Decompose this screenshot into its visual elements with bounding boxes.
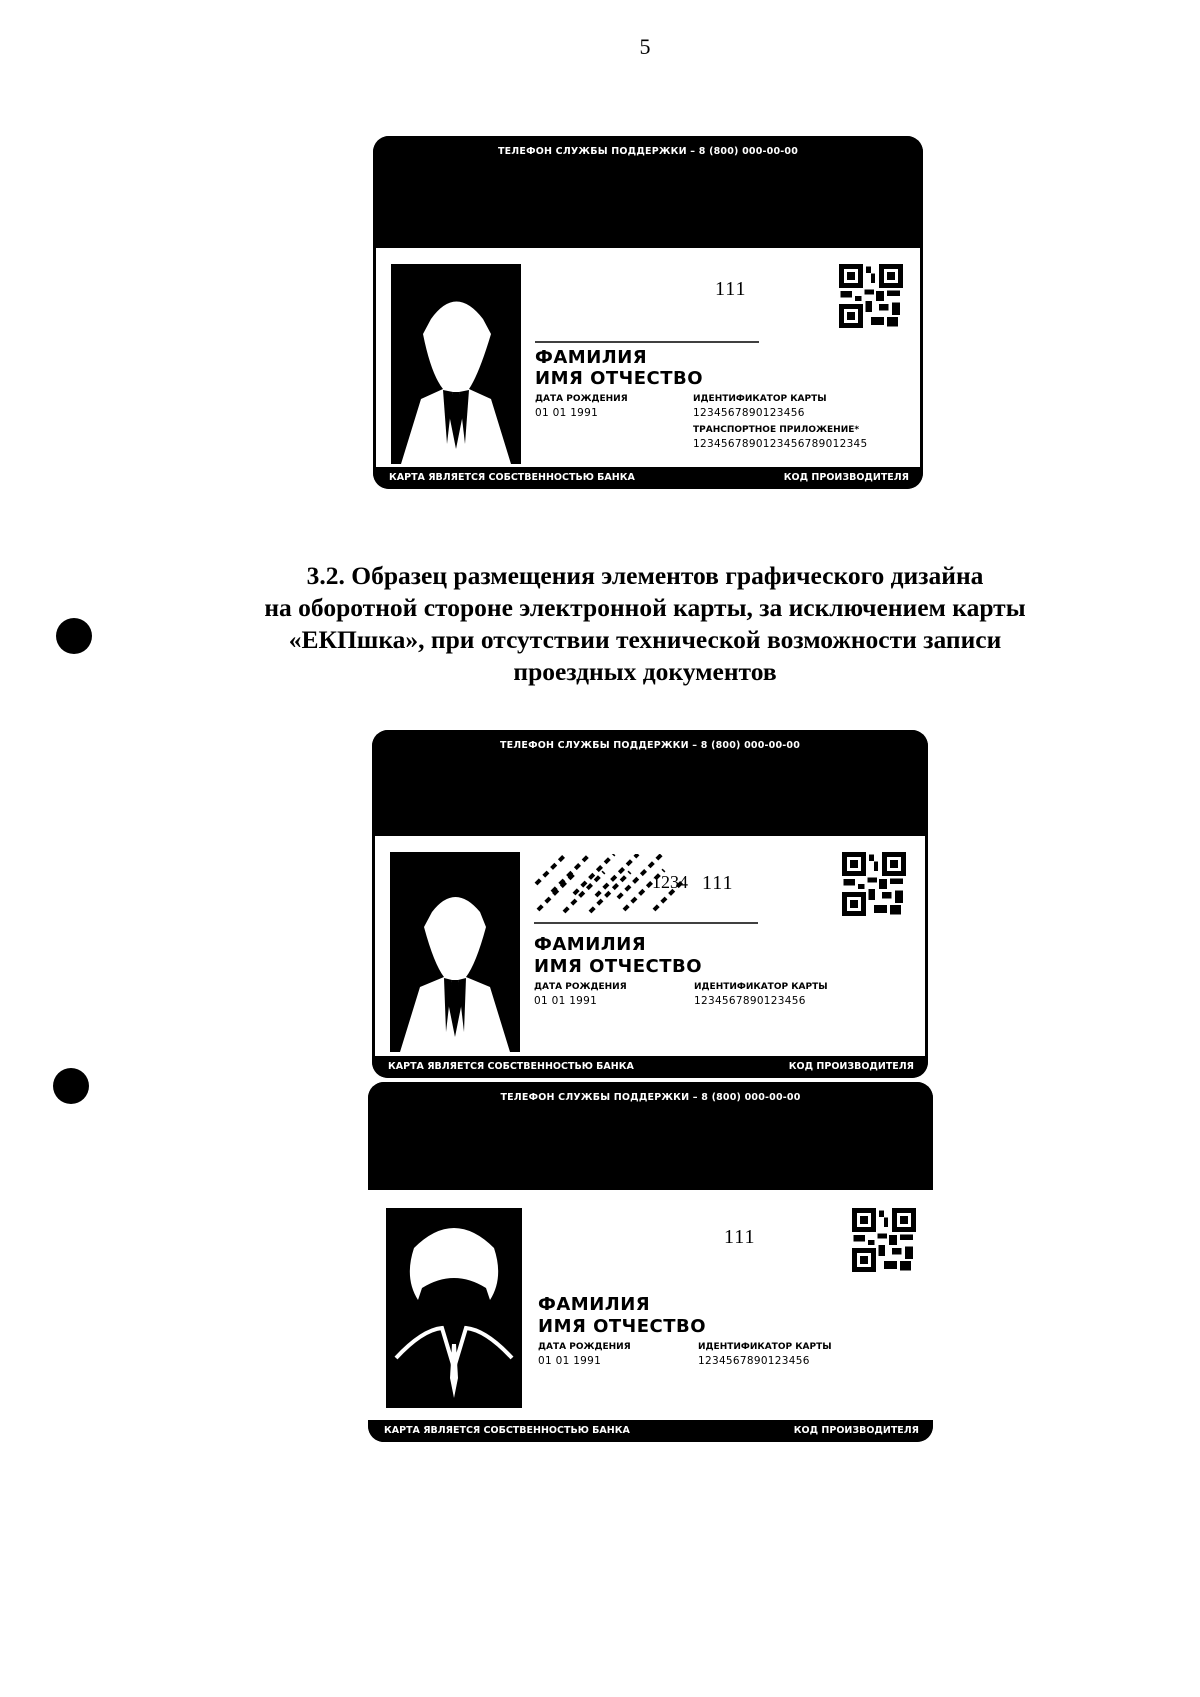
card-sample-2 — [372, 730, 928, 1078]
heading-line: проездных документов — [513, 657, 777, 686]
section-heading — [200, 560, 1090, 688]
signature-number: 1234 — [652, 872, 688, 892]
surname: ФАМИЛИЯ — [535, 347, 648, 368]
given-names: ИМЯ ОТЧЕСТВО — [534, 956, 703, 977]
dob-label: ДАТА РОЖДЕНИЯ — [534, 982, 627, 992]
portrait-silhouette-icon — [391, 264, 521, 464]
dob-label: ДАТА РОЖДЕНИЯ — [538, 1342, 631, 1352]
fine-print-line — [534, 922, 758, 924]
punch-hole-icon — [53, 1068, 89, 1104]
transport-value: 1234567890123456789012345 — [693, 438, 868, 450]
card-id-label: ИДЕНТИФИКАТОР КАРТЫ — [694, 982, 828, 992]
fine-print-line — [535, 341, 759, 343]
dob-value: 01 01 1991 — [535, 407, 599, 419]
footer-ownership: КАРТА ЯВЛЯЕТСЯ СОБСТВЕННОСТЬЮ БАНКА — [384, 1425, 630, 1436]
footer-ownership: КАРТА ЯВЛЯЕТСЯ СОБСТВЕННОСТЬЮ БАНКА — [388, 1061, 634, 1072]
card-number-short: 111 — [724, 1226, 756, 1248]
punch-hole-icon — [56, 618, 92, 654]
page-number: 5 — [639, 34, 651, 59]
given-names: ИМЯ ОТЧЕСТВО — [538, 1316, 707, 1337]
footer-manufacturer-code: КОД ПРОИЗВОДИТЕЛЯ — [793, 1425, 919, 1436]
footer-manufacturer-code: КОД ПРОИЗВОДИТЕЛЯ — [783, 472, 909, 483]
support-phone: ТЕЛЕФОН СЛУЖБЫ ПОДДЕРЖКИ – 8 (800) 000-00-00 — [497, 146, 799, 157]
qr-code-icon — [842, 852, 906, 916]
heading-line: «ЕКПшка», при отсутствии технической возможности записи — [288, 625, 1002, 654]
transport-label: ТРАНСПОРТНОЕ ПРИЛОЖЕНИЕ* — [693, 425, 860, 435]
dob-label: ДАТА РОЖДЕНИЯ — [535, 394, 628, 404]
heading-line: 3.2. Образец размещения элементов графического дизайна — [306, 561, 984, 590]
footer-manufacturer-code: КОД ПРОИЗВОДИТЕЛЯ — [788, 1061, 914, 1072]
qr-code-icon — [852, 1208, 916, 1272]
footer-ownership: КАРТА ЯВЛЯЕТСЯ СОБСТВЕННОСТЬЮ БАНКА — [389, 472, 635, 483]
card-sample-1 — [373, 136, 923, 489]
card-id-value: 1234567890123456 — [693, 407, 805, 419]
given-names: ИМЯ ОТЧЕСТВО — [535, 368, 704, 389]
card-number-short: 111 — [702, 872, 734, 894]
card-id-value: 1234567890123456 — [694, 995, 806, 1007]
surname: ФАМИЛИЯ — [534, 934, 647, 955]
portrait-silhouette-icon — [386, 1208, 522, 1408]
qr-code-icon — [839, 264, 903, 328]
card-footer — [372, 1056, 928, 1078]
surname: ФАМИЛИЯ — [538, 1294, 651, 1315]
support-phone: ТЕЛЕФОН СЛУЖБЫ ПОДДЕРЖКИ – 8 (800) 000-00-00 — [499, 740, 801, 751]
portrait-silhouette-icon — [390, 852, 520, 1052]
heading-line: на оборотной стороне электронной карты, за исключением карты — [264, 593, 1026, 622]
dob-value: 01 01 1991 — [538, 1355, 602, 1367]
card-number-short: 111 — [715, 278, 747, 300]
card-id-value: 1234567890123456 — [698, 1355, 810, 1367]
card-id-label: ИДЕНТИФИКАТОР КАРТЫ — [698, 1342, 832, 1352]
card-footer — [368, 1420, 933, 1442]
card-id-label: ИДЕНТИФИКАТОР КАРТЫ — [693, 394, 827, 404]
card-sample-3 — [368, 1082, 933, 1442]
dob-value: 01 01 1991 — [534, 995, 598, 1007]
support-phone: ТЕЛЕФОН СЛУЖБЫ ПОДДЕРЖКИ – 8 (800) 000-00-00 — [500, 1092, 801, 1103]
card-footer — [373, 467, 923, 489]
